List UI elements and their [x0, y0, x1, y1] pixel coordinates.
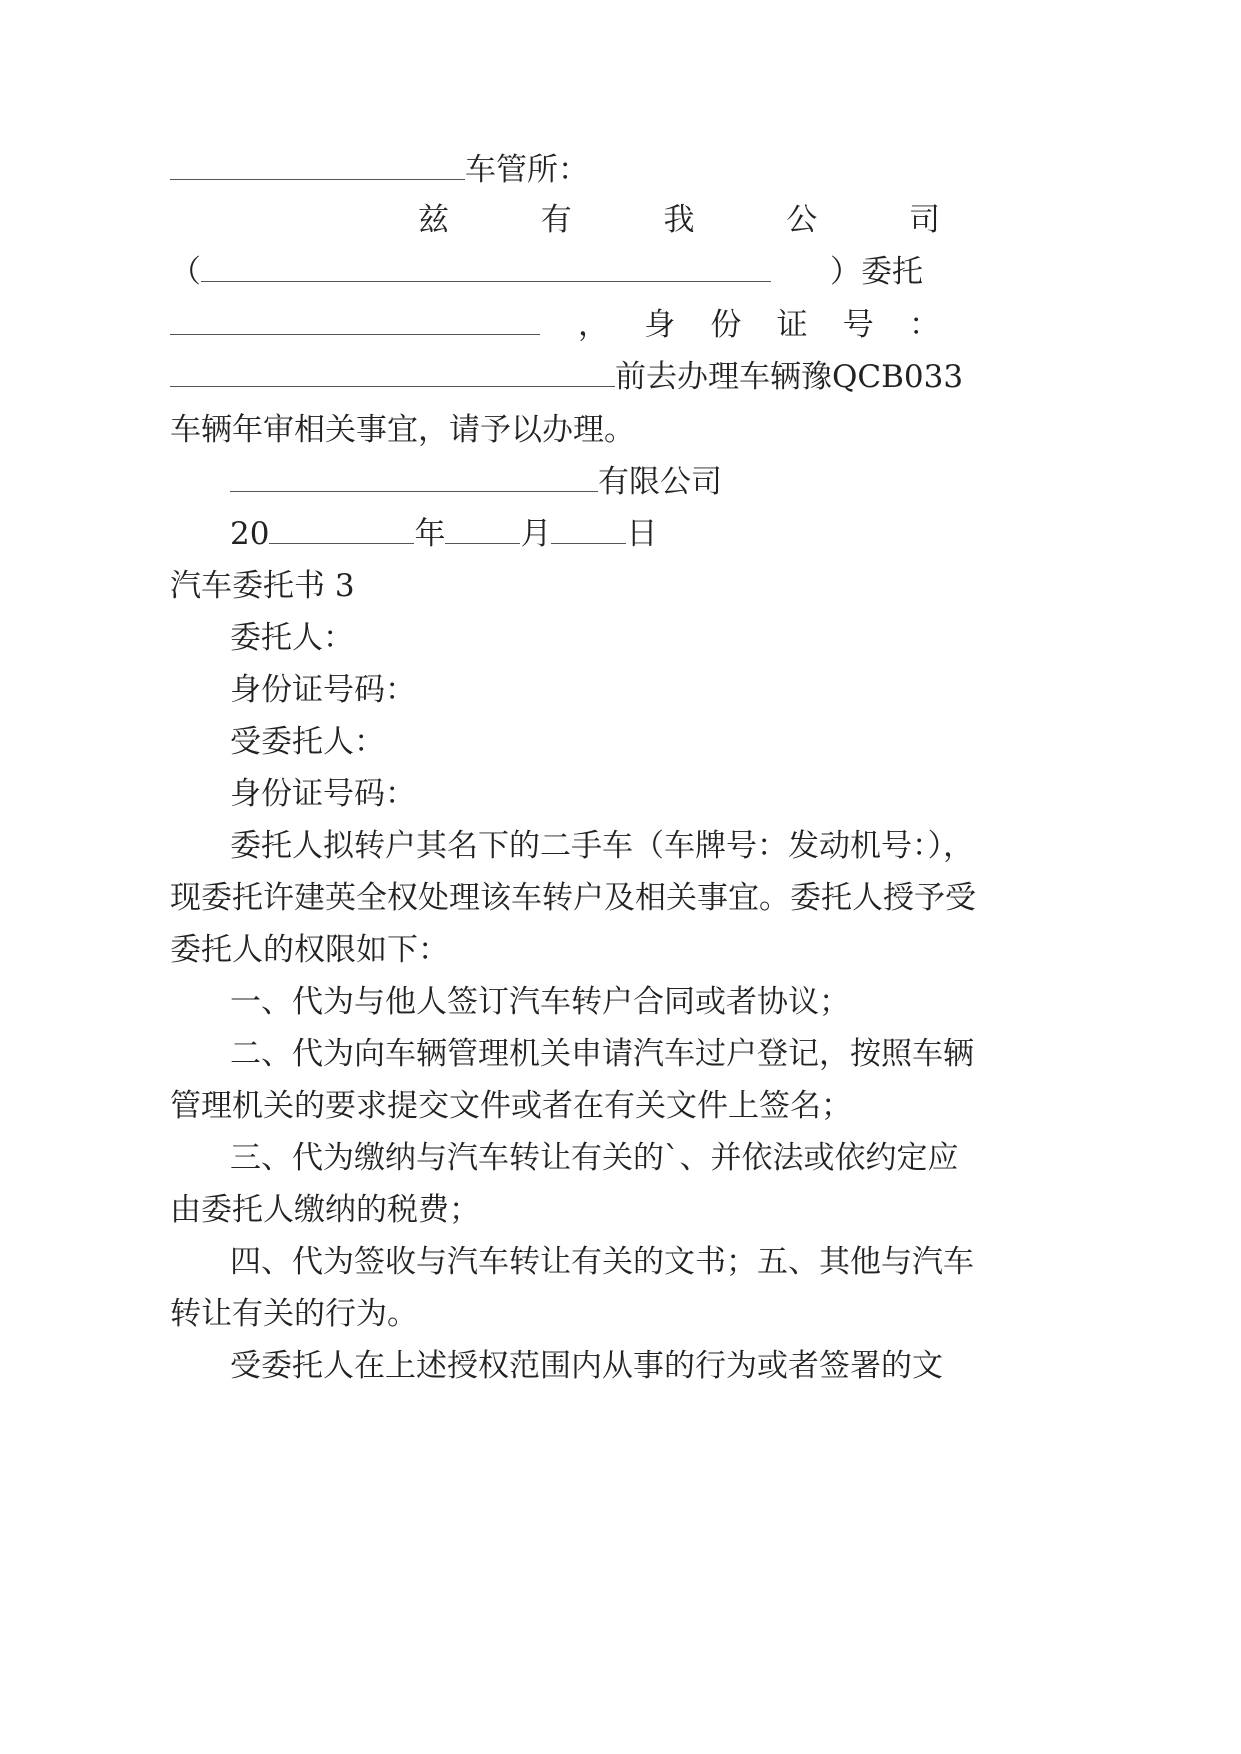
year-label: 年: [414, 516, 446, 552]
body-line: 一、代为与他人签订汽车转户合同或者协议；: [230, 984, 850, 1020]
date-line: [230, 514, 657, 554]
char: 有: [540, 202, 572, 238]
body-line: 二、代为向车辆管理机关申请汽车过户登记，按照车辆: [230, 1036, 974, 1072]
agent-line: [170, 305, 540, 345]
char: 司: [909, 202, 940, 238]
blank-underline: [170, 360, 615, 387]
body-line: 委托人的权限如下：: [170, 932, 449, 968]
company-signature-line: [230, 462, 722, 502]
task-text: 前去办理车辆豫QCB033: [615, 359, 964, 395]
addressee-line: [170, 150, 589, 190]
blank-underline: [230, 465, 598, 492]
body-line: 管理机关的要求提交文件或者在有关文件上签名；: [170, 1088, 852, 1124]
char: 我: [663, 202, 695, 238]
task-continuation: 车辆年审相关事宜，请予以办理。: [170, 412, 635, 448]
open-paren: （: [170, 254, 201, 290]
addressee: 车管所：: [465, 152, 589, 188]
year-blank: [269, 517, 414, 544]
company-paren-line: [170, 252, 771, 292]
comma: ，: [578, 307, 609, 343]
body-line: 转让有关的行为。: [170, 1296, 418, 1332]
day-label: 日: [626, 516, 658, 552]
field-agent-id: 身份证号码：: [230, 776, 416, 812]
company-suffix: 有限公司: [598, 464, 722, 500]
char: 号: [842, 307, 874, 343]
blank-underline: [170, 153, 465, 180]
id-label: [578, 305, 940, 345]
char: 证: [776, 307, 808, 343]
day-blank: [551, 517, 626, 544]
field-principal: 委托人：: [230, 620, 354, 656]
month-blank: [445, 517, 520, 544]
blank-underline: [201, 255, 771, 282]
body-line: 委托人拟转户其名下的二手车（车牌号：发动机号：），: [230, 828, 974, 864]
section-title: 汽车委托书 3: [170, 568, 355, 604]
char: 份: [710, 307, 742, 343]
field-principal-id: 身份证号码：: [230, 672, 416, 708]
body-line: 三、代为缴纳与汽车转让有关的`、并依法或依约定应: [230, 1140, 959, 1176]
task-line: [170, 357, 963, 397]
month-label: 月: [520, 516, 552, 552]
char: ：: [908, 307, 940, 343]
char: 公: [786, 202, 818, 238]
char: 身: [644, 307, 676, 343]
blank-underline: [170, 308, 540, 335]
body-line: 四、代为签收与汽车转让有关的文书；五、其他与汽车: [230, 1244, 974, 1280]
field-agent: 受委托人：: [230, 724, 385, 760]
char: 兹: [418, 202, 449, 238]
body-line: 受委托人在上述授权范围内从事的行为或者签署的文: [230, 1348, 943, 1384]
date-prefix: 20: [230, 516, 270, 552]
body-line: 现委托许建英全权处理该车转户及相关事宜。委托人授予受: [170, 880, 976, 916]
entrust-text: ）委托: [830, 254, 923, 290]
justified-intro: [418, 200, 940, 240]
body-line: 由委托人缴纳的税费；: [170, 1192, 480, 1228]
